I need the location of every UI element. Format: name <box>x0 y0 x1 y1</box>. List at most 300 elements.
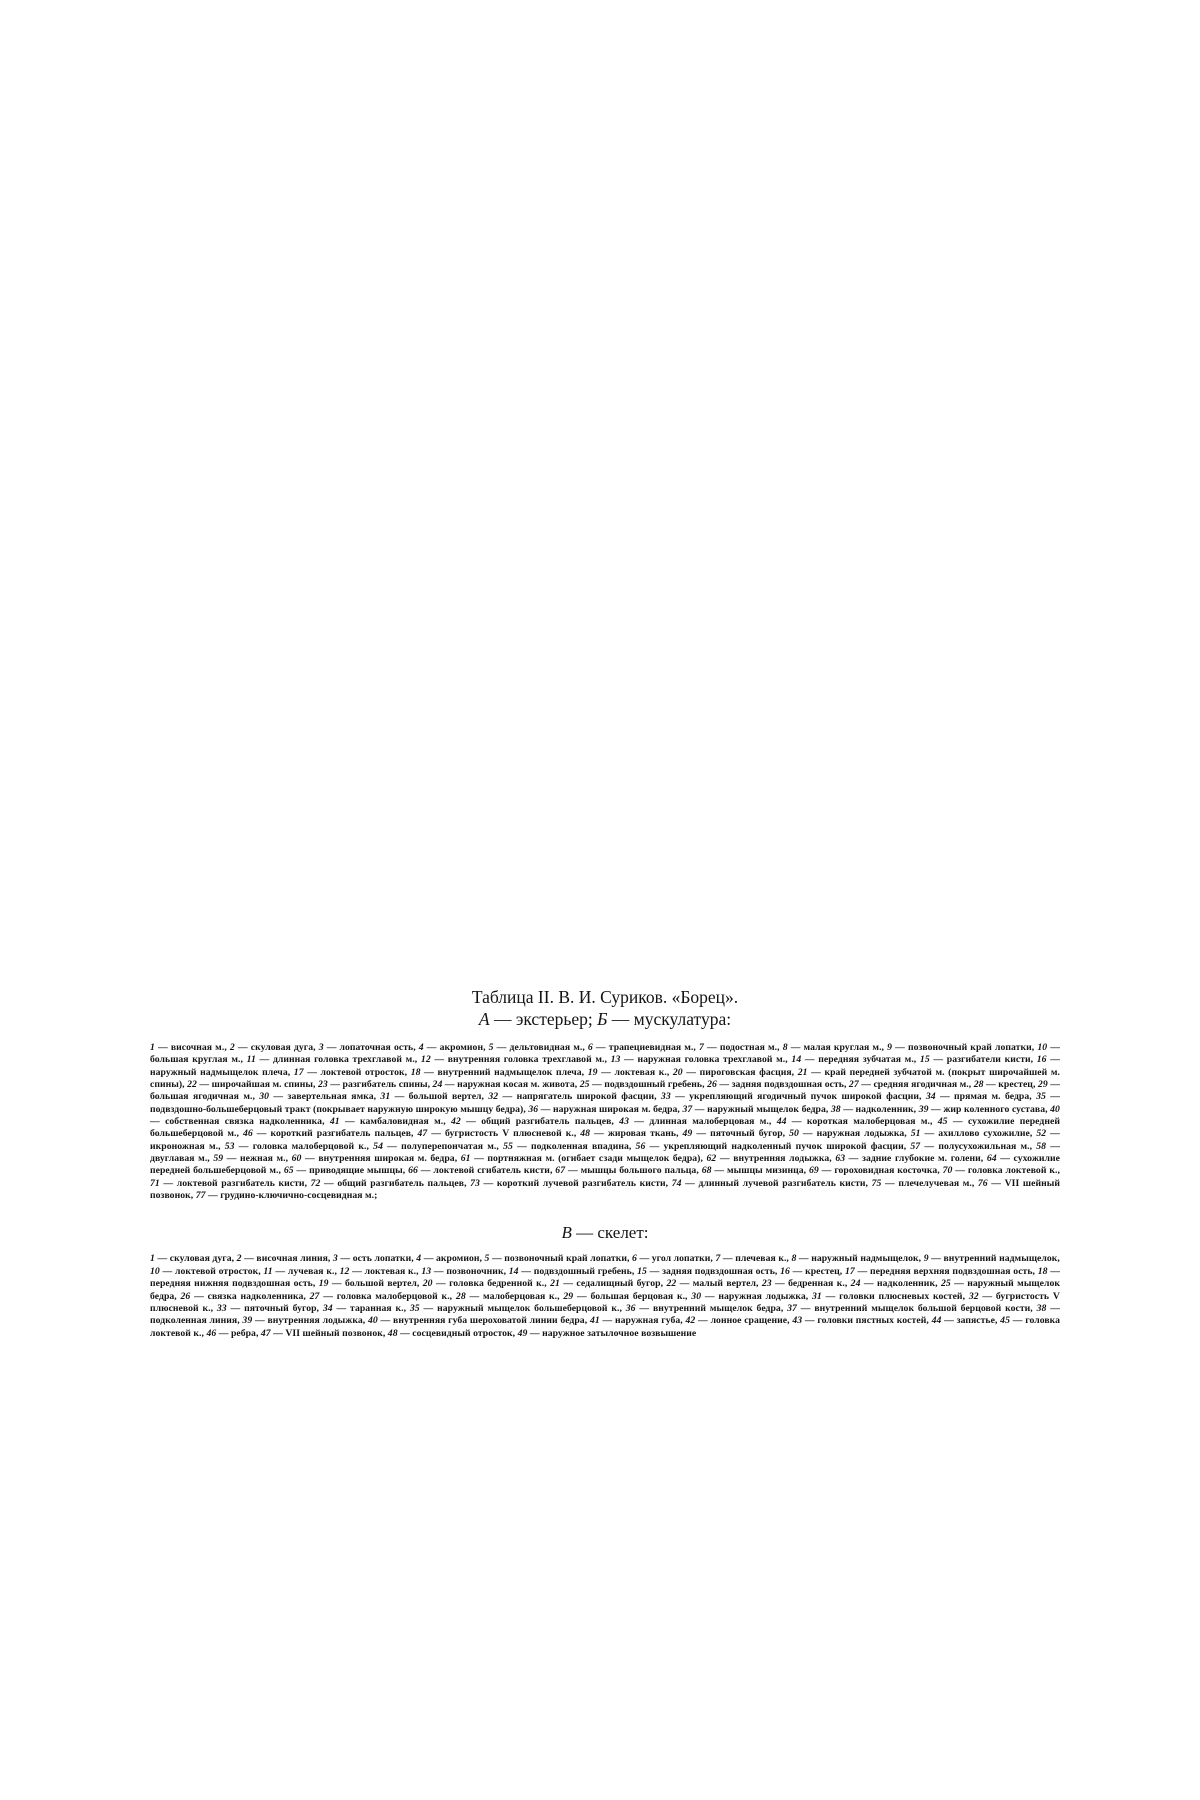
legend-number: 22 <box>666 1278 677 1290</box>
legend-number: 77 <box>195 1190 206 1202</box>
legend-item: 28 — крестец <box>973 1079 1033 1091</box>
legend-item: 11 — длинная головка трехглавой м. <box>246 1054 415 1066</box>
legend-number: 29 <box>1037 1079 1048 1091</box>
legend-number: 72 <box>310 1177 321 1189</box>
legend-number: 53 <box>224 1140 235 1152</box>
legend-item: 76 — VII шейный позвонок <box>150 1177 1060 1202</box>
legend-item: 11 — лучевая к. <box>263 1265 335 1277</box>
legend-text: лучевая к. <box>287 1265 335 1277</box>
legend-text: укрепляющий ягодичный пучок широкой фасции <box>689 1091 919 1103</box>
legend-number: 52 <box>1036 1128 1047 1140</box>
legend-number: 45 <box>1000 1315 1010 1327</box>
legend-number: 70 <box>942 1165 953 1177</box>
legend-number: 65 <box>283 1165 294 1177</box>
legend-number: 47 <box>417 1128 428 1140</box>
legend-item: 45 — головка локтевой к. <box>150 1315 1061 1339</box>
legend-text: височная м. <box>170 1042 225 1053</box>
legend-text: наружная лодыжка <box>816 1128 905 1140</box>
legend-number: 7 <box>715 1253 721 1265</box>
label-b: Б <box>597 1009 608 1029</box>
legend-number: 42 <box>685 1315 696 1327</box>
legend-number: 21 <box>797 1066 808 1078</box>
legend-item: 58 — двуглавая м. <box>150 1140 1060 1165</box>
legend-text: укрепляющий надколенный пучок широкой фасции <box>663 1140 904 1152</box>
legend-number: 19 <box>587 1066 598 1078</box>
legend-item: 4 — акромион <box>416 1253 480 1265</box>
caption-title-line1: Таблица II. В. И. Суриков. «Борец». <box>471 987 739 1007</box>
legend-text: ахиллово сухожилие <box>938 1128 1030 1140</box>
legend-item: 42 — общий разгибатель пальцев <box>451 1116 612 1128</box>
legend-text: наружная головка трехглавой м. <box>637 1054 786 1066</box>
legend-text: внутренняя головка трехглавой м. <box>447 1054 605 1066</box>
legend-number: 13 <box>421 1265 432 1277</box>
legend-number: 37 <box>682 1103 693 1115</box>
legend-number: 1 <box>150 1253 155 1265</box>
legend-text: передняя зубчатая м. <box>818 1054 914 1066</box>
legend-text: связка надколенника <box>207 1290 304 1302</box>
legend-item: 48 — жировая ткань <box>580 1128 677 1140</box>
legend-number: 18 <box>1037 1265 1048 1277</box>
legend-text: короткая малоберцовая м. <box>806 1116 930 1128</box>
legend-number: 61 <box>460 1153 471 1165</box>
legend-text: наружный мыщелок бедра <box>150 1278 1061 1302</box>
legend-text: полусухожильная м. <box>938 1140 1030 1152</box>
legend-item: 69 — гороховидная косточка <box>809 1165 938 1177</box>
legend-item: 24 — наружная косая м. живота <box>432 1079 575 1091</box>
label-a-text: — экстерьер; <box>489 1009 598 1029</box>
legend-item: 5 — дельтовидная м. <box>488 1042 583 1053</box>
legend-text: внутренний надмыщелок плеча <box>437 1066 582 1078</box>
legend-item: 18 — передняя нижняя подвздошная ость <box>150 1265 1060 1290</box>
legend-item: 10 — локтевой отросток <box>150 1265 259 1277</box>
legend-number: 32 <box>488 1091 499 1103</box>
legend-text: наружный мыщелок большеберцовой к. <box>437 1302 620 1314</box>
legend-item: 49 — пяточный бугор <box>682 1128 783 1140</box>
legend-text: собственная связка надколенника <box>165 1116 323 1128</box>
legend-item: 32 — напрягатель широкой фасции <box>488 1091 655 1103</box>
legend-number: 9 <box>923 1253 929 1265</box>
legend-item: 25 — подвздошный гребень <box>579 1079 703 1091</box>
label-v-text: — скелет: <box>571 1223 649 1243</box>
legend-number: 62 <box>706 1153 717 1165</box>
legend-number: 54 <box>373 1140 383 1152</box>
legend-text: подвздошный гребень <box>533 1265 632 1277</box>
legend-text: трапециевидная м. <box>608 1042 694 1053</box>
legend-text: приводящие мышцы <box>309 1165 403 1177</box>
legend-text: гороховидная косточка <box>834 1165 938 1177</box>
legend-text: плечевая к. <box>735 1253 787 1265</box>
legend-item: 50 — наружная лодыжка <box>789 1128 905 1140</box>
legend-number: 31 <box>380 1091 391 1103</box>
legend-item: 46 — короткий разгибатель пальцев <box>242 1128 412 1140</box>
legend-number: 26 <box>707 1079 717 1091</box>
legend-text: широчайшая м. спины <box>211 1079 314 1091</box>
legend-text: прямая м. бедра <box>954 1091 1030 1103</box>
legend-number: 32 <box>968 1290 979 1302</box>
legend-number: 47 <box>260 1327 271 1339</box>
legend-item: 44 — запястье <box>931 1315 995 1327</box>
legend-number: 75 <box>871 1177 882 1189</box>
legend-item: 47 — VII шейный позвонок <box>260 1327 383 1339</box>
legend-number: 36 <box>625 1302 636 1314</box>
legend-item: 26 — связка надколенника <box>180 1290 304 1302</box>
legend-item: 73 — короткий лучевой разгибатель кисти <box>470 1177 666 1189</box>
legend-text: височная линия <box>256 1253 328 1265</box>
legend-text: пироговская фасция <box>699 1066 792 1078</box>
legend-text: наружная широкая м. бедра <box>553 1103 678 1115</box>
legend-number: 51 <box>910 1128 921 1140</box>
legend-number: 10 <box>1037 1042 1048 1053</box>
legend-item: 56 — укрепляющий надколенный пучок широкой фасции <box>635 1140 904 1152</box>
legend-number: 30 <box>259 1091 270 1103</box>
legend-number: 3 <box>318 1042 324 1053</box>
legend-item: 2 — височная линия <box>236 1253 328 1265</box>
legend-number: 39 <box>918 1103 929 1115</box>
legend-item: 34 — прямая м. бедра <box>925 1091 1030 1103</box>
legend-text: подколенная впадина <box>531 1140 629 1152</box>
legend-number: 44 <box>776 1116 787 1128</box>
legend-number: 35 <box>1036 1091 1046 1103</box>
legend-number: 56 <box>635 1140 646 1152</box>
legend-item: 41 — камбаловидная м. <box>329 1116 444 1128</box>
legend-number: 5 <box>484 1253 490 1265</box>
legend-text: напрягатель широкой фасции <box>516 1091 655 1103</box>
legend-item: 45 — сухожилие передней большеберцовой м. <box>150 1116 1060 1140</box>
legend-text: внутренняя лодыжка <box>733 1153 830 1165</box>
legend-item: 43 — головки пястных костей <box>792 1315 927 1327</box>
legend-item: 41 — наружная губа <box>589 1315 681 1327</box>
legend-item: 44 — короткая малоберцовая м. <box>776 1116 930 1128</box>
legend-text: запястье <box>956 1315 995 1327</box>
legend-number: 8 <box>791 1253 797 1265</box>
legend-text: угол лопатки <box>651 1253 711 1265</box>
legend-item: 18 — внутренний надмыщелок плеча <box>410 1066 582 1078</box>
legend-text: лонное сращение <box>710 1315 788 1327</box>
legend-number: 34 <box>925 1091 936 1103</box>
legend-item: 65 — приводящие мышцы <box>283 1165 403 1177</box>
legend-text: внутренняя лодыжка <box>267 1315 363 1327</box>
legend-item: 74 — длинный лучевой разгибатель кисти <box>671 1177 866 1189</box>
legend-item: 60 — внутренняя широкая м. бедра <box>291 1153 455 1165</box>
legend-item: 26 — задняя подвздошная ость <box>707 1079 844 1091</box>
legend-number: 69 <box>809 1165 819 1177</box>
legend-text: VII шейный позвонок <box>285 1327 383 1339</box>
legend-number: 50 <box>789 1128 799 1140</box>
legend-text: внутренний мыщелок большой берцовой кости <box>814 1302 1031 1314</box>
legend-item: 12 — локтевая к. <box>339 1265 417 1277</box>
legend-item: 4 — акромион <box>418 1042 484 1053</box>
legend-text: ость лопатки <box>352 1253 412 1265</box>
legend-number: 7 <box>698 1042 704 1053</box>
legend-text: подостная м. <box>719 1042 778 1053</box>
legend-text: позвоночный край лопатки <box>907 1042 1032 1053</box>
legend-item: 35 — наружный мыщелок большеберцовой к. <box>409 1302 620 1314</box>
legend-text: задняя подвздошная ость <box>662 1265 775 1277</box>
legend-number: 48 <box>580 1128 591 1140</box>
legend-number: 29 <box>563 1290 574 1302</box>
legend-text: бугристость V плюсневой к. <box>150 1290 1060 1314</box>
legend-item: 36 — внутренний мыщелок бедра <box>625 1302 781 1314</box>
legend-text: большая круглая м. <box>150 1054 241 1066</box>
legend-item: 6 — угол лопатки <box>632 1253 711 1265</box>
legend-item: 39 — жир коленного сустава <box>918 1103 1046 1115</box>
legend-item: 6 — трапециевидная м. <box>587 1042 694 1053</box>
legend-text: локтевой разгибатель кисти <box>176 1177 305 1189</box>
legend-text: головка бедренной к. <box>449 1278 545 1290</box>
legend-item: 24 — надколенник <box>850 1278 936 1290</box>
legend-text: локтевой отросток <box>320 1066 405 1078</box>
legend-number: 55 <box>503 1140 513 1152</box>
legend-number: 27 <box>848 1079 859 1091</box>
legend-number: 1 <box>150 1042 155 1053</box>
legend-text: VII шейный позвонок <box>150 1177 1060 1202</box>
legend-number: 9 <box>887 1042 893 1053</box>
legend-text: сухожилие передней большеберцовой м. <box>150 1153 1060 1177</box>
muscle-legend: 1 — височная м., 2 — скуловая дуга, 3 — лопаточная ость, 4 — акромион, 5 — дельтовидная м., 6 — трапециевидная м., 7 — подостная м., 8 — малая круглая м., 9 — позвоночный край лопатки, 10 — большая круглая м., 11 — длинная головка трехглавой м., 12 — внутренняя головка трехглавой м., 13 — наружная головка трехглавой м., 14 — передняя зубчатая м., 15 — разгибатели кисти, 16 — наружный надмыщелок плеча, 17 — локтевой отросток, 18 — внутренний надмыщелок плеча, 19 — локтевая к., 20 — пироговская фасция, 21 — край передней зубчатой м. (покрыт широчайшей м. спины), 22 — широчайшая м. спины, 23 — разгибатель спины, 24 — наружная косая м. живота, 25 — подвздошный гребень, 26 — задняя подвздошная ость, 27 — средняя ягодичная м., 28 — крестец, 29 — большая ягодичная м., 30 — завертельная ямка, 31 — большой вертел, 32 — напрягатель широкой фасции, 33 — укрепляющий ягодичный пучок широкой фасции, 34 — прямая м. бедра, 35 — подвздошно-большеберцовый тракт (покрывает наружную широкую мышцу бедра), 36 — наружная широкая м. бедра, 37 — наружный мыщелок бедра, 38 — надколенник, 39 — жир коленного сустава, 40 — собственная связка надколенника, 41 — камбаловидная м., 42 — общий разгибатель пальцев, 43 — длинная малоберцовая м., 44 — короткая малоберцовая м., 45 — сухожилие передней большеберцовой м., 46 — короткий разгибатель пальцев, 47 — бугристость V плюсневой к., 48 — жировая ткань, 49 — пяточный бугор, 50 — наружная лодыжка, 51 — ахиллово сухожилие, 52 — икроножная м., 53 — головка малоберцовой к., 54 — полуперепончатая м., 55 — подколенная впадина, 56 — укрепляющий надколенный пучок широкой фасции, 57 — полусухожильная м., 58 — двуглавая м., 59 — нежная м., 60 — внутренняя широкая м. бедра, 61 — портняжная м. (огибает сзади мыщелок бедра), 62 — внутренняя лодыжка, 63 — задние глубокие м. голени, 64 — сухожилие передней большеберцовой м., 65 — приводящие мышцы, 66 — локтевой сгибатель кисти, 67 — мышцы большого пальца, 68 — мышцы мизинца, 69 — гороховидная косточка, 70 — головка локтевой к., 71 — локтевой разгибатель кисти, 72 — общий разгибатель пальцев, 73 — короткий лучевой разгибатель кисти, 74 — длинный лучевой разгибатель кисти, 75 — плечелучевая м., 76 — VII шейный позвонок, 77 — грудино-ключично-сосцевидная м.; <box>150 1042 1060 1202</box>
legend-number: 33 <box>216 1302 227 1314</box>
legend-item: 3 — ость лопатки <box>332 1253 412 1265</box>
legend-item: 20 — пироговская фасция <box>672 1066 792 1078</box>
legend-item: 43 — длинная малоберцовая м. <box>619 1116 769 1128</box>
legend-item: 23 — разгибатель спины <box>317 1079 428 1091</box>
legend-item: 21 — седалищный бугор <box>550 1278 661 1290</box>
legend-item: 53 — головка малоберцовой к. <box>224 1140 367 1152</box>
legend-item: 5 — позвоночный край лопатки <box>484 1253 627 1265</box>
legend-item: 10 — большая круглая м. <box>150 1042 1060 1066</box>
legend-number: 36 <box>528 1103 539 1115</box>
legend-number: 28 <box>455 1290 466 1302</box>
legend-number: 15 <box>637 1265 647 1277</box>
label-a: А <box>478 1009 490 1029</box>
legend-item: 62 — внутренняя лодыжка <box>706 1153 830 1165</box>
legend-number: 67 <box>555 1165 566 1177</box>
legend-text: надколенник <box>876 1278 936 1290</box>
legend-item: 61 — портняжная м. (огибает сзади мыщелок бедра) <box>460 1153 701 1165</box>
legend-number: 25 <box>940 1278 951 1290</box>
legend-item: 29 — большая ягодичная м. <box>150 1079 1060 1103</box>
legend-number: 6 <box>632 1253 637 1265</box>
legend-item: 1 — височная м. <box>150 1042 225 1053</box>
legend-text: малоберцовая к. <box>483 1290 558 1302</box>
legend-text: позвоночник <box>446 1265 504 1277</box>
legend-text: общий разгибатель пальцев <box>337 1177 465 1189</box>
legend-text: пяточный бугор <box>710 1128 783 1140</box>
legend-number: 45 <box>937 1116 948 1128</box>
legend-number: 46 <box>206 1327 217 1339</box>
legend-text: плечелучевая м. <box>898 1177 972 1189</box>
legend-item: 75 — плечелучевая м. <box>871 1177 972 1189</box>
legend-number: 16 <box>780 1265 790 1277</box>
legend-number: 42 <box>451 1116 461 1128</box>
legend-item: 7 — плечевая к. <box>715 1253 787 1265</box>
legend-number: 22 <box>187 1079 197 1091</box>
legend-item: 38 — подколенная линия <box>150 1302 1060 1327</box>
legend-text: подвздошный гребень <box>604 1079 703 1091</box>
legend-number: 57 <box>910 1140 921 1152</box>
legend-item: 72 — общий разгибатель пальцев <box>310 1177 465 1189</box>
legend-text: камбаловидная м. <box>360 1116 444 1128</box>
legend-number: 15 <box>919 1054 930 1066</box>
legend-number: 8 <box>782 1042 788 1053</box>
legend-number: 17 <box>845 1265 855 1277</box>
legend-item: 46 — ребра <box>206 1327 256 1339</box>
label-b-text: — мускулатура: <box>607 1009 732 1029</box>
legend-number: 39 <box>242 1315 253 1327</box>
legend-text: грудино-ключично-сосцевидная м. <box>220 1190 375 1202</box>
legend-text: сосцевидный отросток <box>412 1327 513 1339</box>
legend-text: большой вертел <box>345 1278 417 1290</box>
legend-number: 24 <box>432 1079 443 1091</box>
legend-item: 8 — наружный надмыщелок <box>791 1253 919 1265</box>
legend-text: край передней зубчатой м. (покрыт широчайшей м. спины) <box>150 1066 1060 1091</box>
legend-number: 23 <box>317 1079 328 1091</box>
legend-number: 46 <box>242 1128 253 1140</box>
legend-number: 48 <box>387 1327 398 1339</box>
legend-item: 22 — малый вертел <box>666 1278 756 1290</box>
legend-text: внутренняя губа шероховатой линии бедра <box>393 1315 585 1327</box>
legend-text: наружная косая м. живота <box>457 1079 575 1091</box>
legend-item: 22 — широчайшая м. спины <box>187 1079 314 1091</box>
legend-number: 12 <box>420 1054 431 1066</box>
legend-text: задние глубокие м. голени <box>862 1153 981 1165</box>
legend-item: 15 — разгибатели кисти <box>919 1054 1031 1066</box>
legend-number: 16 <box>1036 1054 1047 1066</box>
legend-item: 19 — большой вертел <box>318 1278 417 1290</box>
legend-text: наружная губа <box>615 1315 681 1327</box>
legend-text: жир коленного сустава <box>943 1103 1046 1115</box>
legend-text: средняя ягодичная м. <box>873 1079 969 1091</box>
legend-number: 44 <box>931 1315 942 1327</box>
legend-item: 16 — наружный надмыщелок плеча <box>150 1054 1060 1078</box>
legend-text: завертельная ямка <box>287 1091 374 1103</box>
legend-text: акромион <box>439 1042 484 1053</box>
legend-number: 14 <box>791 1054 802 1066</box>
legend-text: крестец <box>998 1079 1033 1091</box>
legend-number: 27 <box>309 1290 320 1302</box>
legend-text: большой вертел <box>408 1091 482 1103</box>
legend-item: 70 — головка локтевой к. <box>942 1165 1058 1177</box>
legend-number: 19 <box>318 1278 329 1290</box>
legend-text: скуловая дуга <box>169 1253 232 1265</box>
legend-item: 12 — внутренняя головка трехглавой м. <box>420 1054 605 1066</box>
legend-number: 31 <box>812 1290 822 1302</box>
legend-text: локтевая к. <box>364 1265 417 1277</box>
legend-item: 27 — головка малоберцовой к. <box>309 1290 450 1302</box>
legend-text: акромион <box>436 1253 480 1265</box>
legend-item: 28 — малоберцовая к. <box>455 1290 558 1302</box>
legend-text: икроножная м. <box>150 1140 219 1152</box>
legend-item: 57 — полусухожильная м. <box>910 1140 1030 1152</box>
legend-text: большая берцовая к. <box>590 1290 686 1302</box>
legend-number: 33 <box>660 1091 671 1103</box>
legend-item: 48 — сосцевидный отросток <box>387 1327 513 1339</box>
legend-item: 67 — мышцы большого пальца <box>555 1165 697 1177</box>
legend-number: 68 <box>701 1165 712 1177</box>
legend-item: 14 — подвздошный гребень <box>508 1265 632 1277</box>
legend-number: 5 <box>488 1042 494 1053</box>
legend-item: 7 — подостная м. <box>698 1042 778 1053</box>
legend-text: мышцы мизинца <box>727 1165 804 1177</box>
legend-number: 28 <box>973 1079 984 1091</box>
legend-item: 52 — икроножная м. <box>150 1128 1060 1152</box>
legend-number: 24 <box>850 1278 861 1290</box>
legend-item: 17 — локтевой отросток <box>293 1066 405 1078</box>
legend-text: наружное затылочное возвышение <box>542 1327 697 1339</box>
legend-text: головка малоберцовой к. <box>252 1140 367 1152</box>
legend-item: 20 — головка бедренной к. <box>422 1278 545 1290</box>
legend-number: 6 <box>587 1042 593 1053</box>
legend-number: 2 <box>236 1253 242 1265</box>
legend-item: 39 — внутренняя лодыжка <box>242 1315 363 1327</box>
legend-item: 15 — задняя подвздошная ость <box>637 1265 775 1277</box>
legend-item: 66 — локтевой сгибатель кисти <box>408 1165 550 1177</box>
legend-number: 20 <box>672 1066 683 1078</box>
legend-item: 68 — мышцы мизинца <box>701 1165 804 1177</box>
legend-item: 51 — ахиллово сухожилие <box>910 1128 1030 1140</box>
legend-item: 63 — задние глубокие м. голени <box>835 1153 981 1165</box>
legend-text: передняя нижняя подвздошная ость <box>150 1278 313 1290</box>
legend-item: 29 — большая берцовая к. <box>563 1290 686 1302</box>
legend-text: короткий лучевой разгибатель кисти <box>496 1177 666 1189</box>
legend-item: 71 — локтевой разгибатель кисти <box>150 1177 305 1189</box>
legend-number: 21 <box>550 1278 560 1290</box>
legend-number: 38 <box>830 1103 841 1115</box>
legend-text: наружный надмыщелок плеча <box>150 1066 288 1078</box>
legend-number: 25 <box>579 1079 590 1091</box>
legend-number: 41 <box>589 1315 600 1327</box>
legend-item: 14 — передняя зубчатая м. <box>791 1054 914 1066</box>
legend-item: 47 — бугристость V плюсневой к. <box>417 1128 574 1140</box>
legend-number: 38 <box>1036 1302 1047 1314</box>
legend-text: длинная головка трехглавой м. <box>272 1054 415 1066</box>
legend-number: 73 <box>470 1177 480 1189</box>
legend-text: внутренний надмыщелок <box>943 1253 1058 1265</box>
legend-item: 8 — малая круглая м. <box>782 1042 882 1053</box>
legend-text: головки плюсневых костей <box>839 1290 963 1302</box>
legend-item: 21 — край передней зубчатой м. (покрыт широчайшей м. спины) <box>150 1066 1060 1091</box>
legend-number: 20 <box>422 1278 433 1290</box>
legend-item: 17 — передняя верхняя подвздошная ость <box>845 1265 1033 1277</box>
legend-number: 58 <box>1036 1140 1047 1152</box>
legend-number: 23 <box>761 1278 772 1290</box>
legend-text: малая круглая м. <box>803 1042 882 1053</box>
legend-text: портняжная м. (огибает сзади мыщелок бедра) <box>487 1153 701 1165</box>
legend-number: 12 <box>339 1265 350 1277</box>
legend-number: 30 <box>691 1290 702 1302</box>
legend-text: разгибатель спины <box>342 1079 428 1091</box>
legend-item: 54 — полуперепончатая м. <box>373 1140 497 1152</box>
legend-item: 31 — большой вертел <box>380 1091 482 1103</box>
caption-title <box>150 986 1060 1030</box>
legend-text: скуловая дуга <box>250 1042 314 1053</box>
legend-number: 4 <box>416 1253 422 1265</box>
legend-text: мышцы большого пальца <box>580 1165 697 1177</box>
legend-item: 42 — лонное сращение <box>685 1315 788 1327</box>
legend-item: 25 — наружный мыщелок бедра <box>150 1278 1061 1302</box>
legend-text: передняя верхняя подвздошная ость <box>870 1265 1033 1277</box>
legend-number: 43 <box>619 1116 629 1128</box>
legend-item: 55 — подколенная впадина <box>503 1140 629 1152</box>
legend-text: головка локтевой к. <box>150 1315 1061 1339</box>
legend-number: 26 <box>180 1290 191 1302</box>
legend-text: жировая ткань <box>607 1128 677 1140</box>
legend-item: 37 — наружный мыщелок бедра <box>682 1103 826 1115</box>
legend-number: 18 <box>410 1066 421 1078</box>
legend-number: 59 <box>213 1153 224 1165</box>
legend-text: локтевая к. <box>614 1066 667 1078</box>
legend-number: 63 <box>835 1153 846 1165</box>
legend-number: 17 <box>293 1066 304 1078</box>
